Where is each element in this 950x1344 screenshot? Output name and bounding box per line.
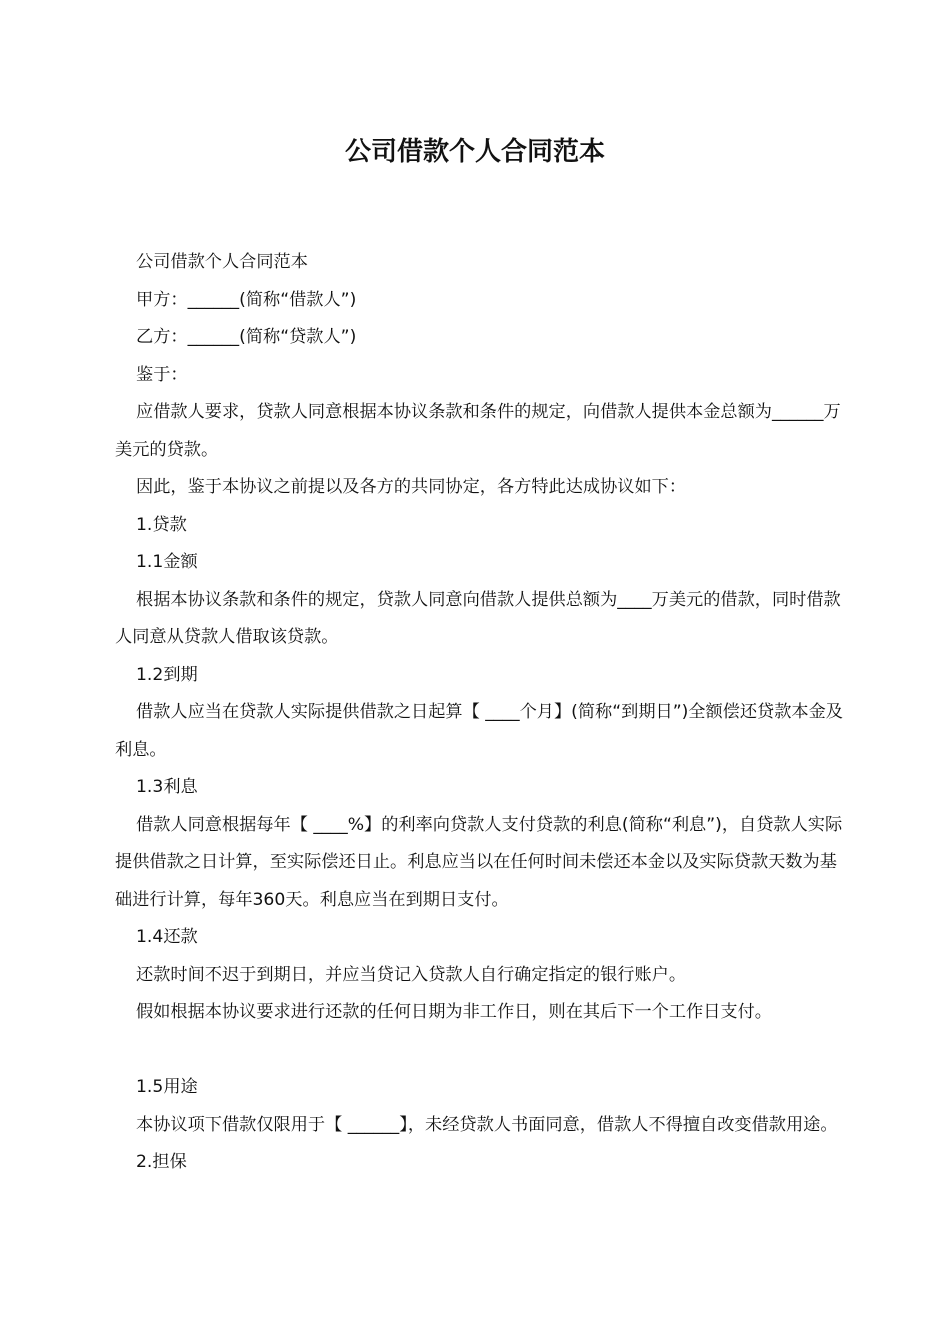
paragraph-repayment-holiday: 假如根据本协议要求进行还款的任何日期为非工作日，则在其后下一个工作日支付。: [136, 1002, 772, 1022]
paragraph-repayment-time: 还款时间不迟于到期日，并应当贷记入贷款人自行确定指定的银行账户。: [136, 964, 687, 985]
section-heading-guarantee: 2.担保: [136, 1152, 187, 1172]
paragraph-agreement: 因此，鉴于本协议之前提以及各方的共同协定，各方特此达成协议如下：: [136, 477, 687, 497]
paragraph-party-a: 甲方：______(简称“借款人”): [136, 289, 357, 310]
paragraph-maturity: 借款人应当在贷款人实际提供借款之日起算【 ____个月】(简称“到期日”)全额偿还贷款本金及利息。: [115, 702, 843, 760]
document-title: 公司借款个人合同范本: [344, 137, 605, 167]
section-heading-maturity: 1.2到期: [136, 664, 198, 685]
section-heading-amount: 1.1金额: [136, 552, 198, 572]
paragraph-party-b: 乙方：______(简称“贷款人”): [136, 327, 357, 347]
paragraph-interest: 借款人同意根据每年【 ____%】的利率向贷款人支付贷款的利息(简称“利息”)，自贷款人实际提供借款之日计算，至实际偿还日止。利息应当以在任何时间未偿还本金以及实际贷款天数为基础进行计算，每年360天。利息应当在到期日支付。: [115, 814, 843, 910]
paragraph-request: 应借款人要求，贷款人同意根据本协议条款和条件的规定，向借款人提供本金总额为______万美元的贷款。: [115, 402, 841, 460]
paragraph-spacer: [115, 1032, 845, 1070]
section-heading-repayment: 1.4还款: [136, 927, 198, 947]
section-heading-interest: 1.3利息: [136, 777, 198, 797]
document-body: [115, 244, 845, 1182]
paragraph-subtitle: 公司借款个人合同范本: [136, 252, 308, 272]
paragraph-amount: 根据本协议条款和条件的规定，贷款人同意向借款人提供总额为____万美元的借款，同时借款人同意从贷款人借取该贷款。: [115, 589, 841, 647]
section-heading-loan: 1.贷款: [136, 514, 187, 535]
section-heading-purpose: 1.5用途: [136, 1077, 198, 1097]
paragraph-whereas: 鉴于：: [136, 364, 188, 385]
paragraph-purpose: 本协议项下借款仅限用于【 ______】，未经贷款人书面同意，借款人不得擅自改变借款用途。: [136, 1114, 838, 1135]
